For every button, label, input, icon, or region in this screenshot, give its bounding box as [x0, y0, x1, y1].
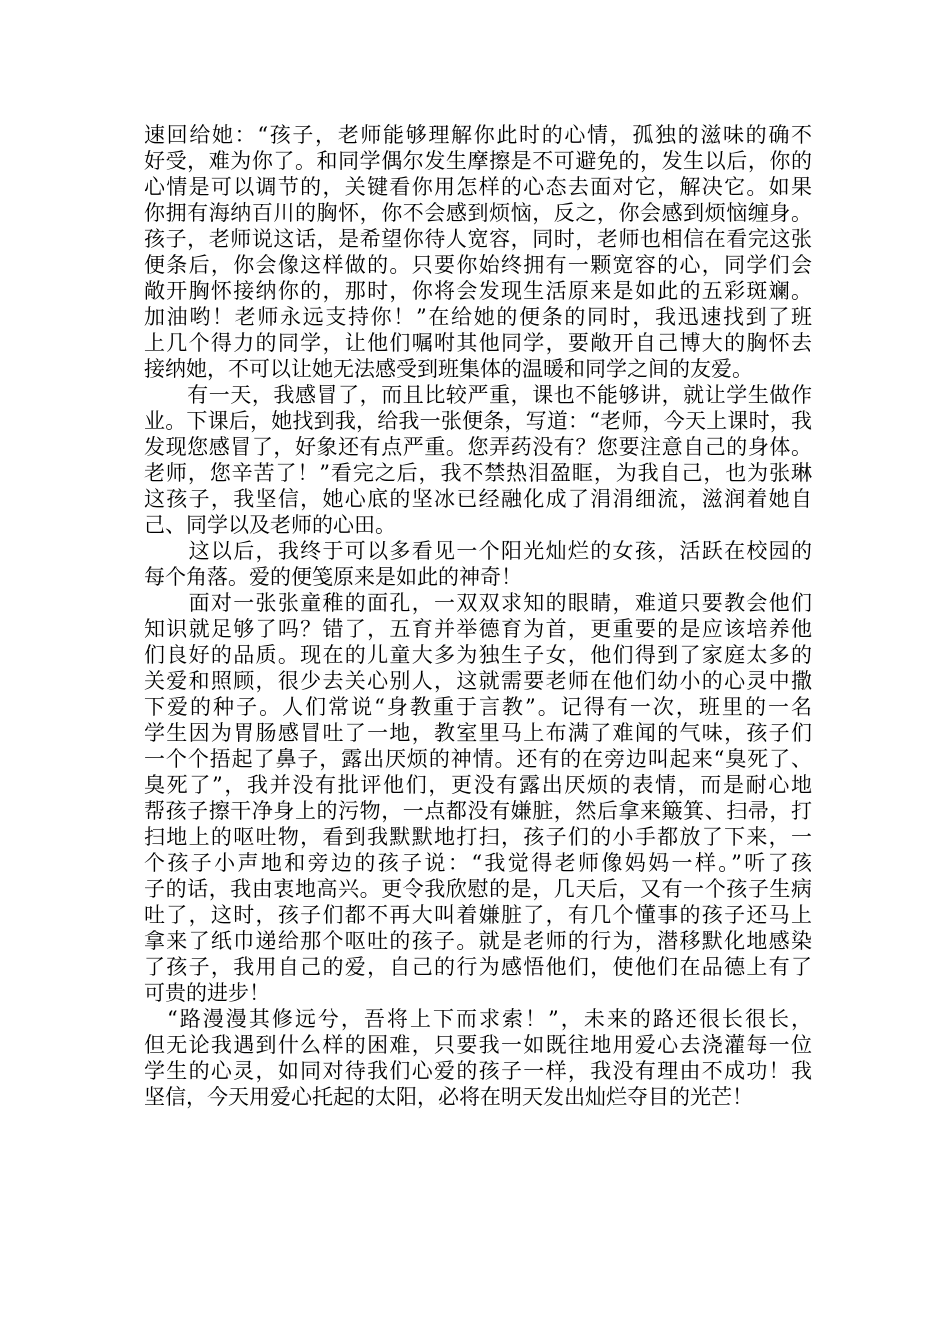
text-line: 学生因为胃肠感冒吐了一地，教室里马上布满了难闻的气味，孩子们	[144, 721, 812, 745]
text-line: 了孩子，我用自己的爱，自己的行为感悟他们，使他们在品德上有了	[144, 955, 812, 979]
text-line: 上几个得力的同学，让他们嘱咐其他同学，要敞开自己博大的胸怀去	[144, 331, 812, 355]
text-line: 臭死了”，我并没有批评他们，更没有露出厌烦的表情，而是耐心地	[144, 773, 812, 797]
text-line: 孩子，老师说这话，是希望你待人宽容，同时，老师也相信在看完这张	[144, 227, 812, 251]
text-line: “路漫漫其修远兮，吾将上下而求索！”，未来的路还很长很长，	[144, 1007, 812, 1031]
text-line: 有一天，我感冒了，而且比较严重，课也不能够讲，就让学生做作	[144, 383, 812, 407]
text-line: 心情是可以调节的，关键看你用怎样的心态去面对它，解决它。如果	[144, 175, 812, 199]
text-line: 便条后，你会像这样做的。只要你始终拥有一颗宽容的心，同学们会	[144, 253, 812, 277]
text-line: 知识就足够了吗？错了，五育并举德育为首，更重要的是应该培养他	[144, 617, 812, 641]
text-line: 接纳她，不可以让她无法感受到班集体的温暖和同学之间的友爱。	[144, 357, 753, 381]
text-line: 己、同学以及老师的心田。	[144, 513, 396, 537]
text-line: 敞开胸怀接纳你的，那时，你将会发现生活原来是如此的五彩斑斓。	[144, 279, 812, 303]
text-line: 个孩子小声地和旁边的孩子说：“我觉得老师像妈妈一样。”听了孩	[144, 851, 812, 875]
text-line: 子的话，我由衷地高兴。更令我欣慰的是，几天后，又有一个孩子生病	[144, 877, 812, 901]
text-line: 这以后，我终于可以多看见一个阳光灿烂的女孩，活跃在校园的	[144, 539, 812, 563]
text-line: 速回给她：“孩子，老师能够理解你此时的心情，孤独的滋味的确不	[144, 123, 812, 147]
text-line: 帮孩子擦干净身上的污物，一点都没有嫌脏，然后拿来簸箕、扫帚，打	[144, 799, 812, 823]
text-line: 可贵的进步！	[144, 981, 270, 1005]
text-line: 这孩子，我坚信，她心底的坚冰已经融化成了涓涓细流，滋润着她自	[144, 487, 812, 511]
text-line: 好受，难为你了。和同学偶尔发生摩擦是不可避免的，发生以后，你的	[144, 149, 812, 173]
text-line: 你拥有海纳百川的胸怀，你不会感到烦恼，反之，你会感到烦恼缠身。	[144, 201, 812, 225]
text-line: 但无论我遇到什么样的困难，只要我一如既往地用爱心去浇灌每一位	[144, 1033, 812, 1057]
body-text	[144, 122, 812, 1110]
text-line: 关爱和照顾，很少去关心别人，这就需要老师在他们幼小的心灵中撒	[144, 669, 812, 693]
text-line: 们良好的品质。现在的儿童大多为独生子女，他们得到了家庭太多的	[144, 643, 812, 667]
text-line: 坚信，今天用爱心托起的太阳，必将在明天发出灿烂夺目的光芒！	[144, 1085, 753, 1109]
text-line: 扫地上的呕吐物，看到我默默地打扫，孩子们的小手都放了下来，一	[144, 825, 812, 849]
text-line: 业。下课后，她找到我，给我一张便条，写道：“老师，今天上课时，我	[144, 409, 812, 433]
text-line: 面对一张张童稚的面孔，一双双求知的眼睛，难道只要教会他们	[144, 591, 812, 615]
text-line: 下爱的种子。人们常说“身教重于言教”。记得有一次，班里的一名	[144, 695, 812, 719]
text-line: 加油哟！老师永远支持你！”在给她的便条的同时，我迅速找到了班	[144, 305, 812, 329]
text-line: 一个个捂起了鼻子，露出厌烦的神情。还有的在旁边叫起来“臭死了、	[144, 747, 812, 771]
text-line: 老师，您辛苦了！”看完之后，我不禁热泪盈眶，为我自己，也为张琳	[144, 461, 812, 485]
text-line: 吐了，这时，孩子们都不再大叫着嫌脏了，有几个懂事的孩子还马上	[144, 903, 812, 927]
text-line: 发现您感冒了，好象还有点严重。您弄药没有？您要注意自己的身体。	[144, 435, 812, 459]
text-line: 每个角落。爱的便笺原来是如此的神奇！	[144, 565, 522, 589]
text-line: 学生的心灵，如同对待我们心爱的孩子一样，我没有理由不成功！我	[144, 1059, 812, 1083]
text-line: 拿来了纸巾递给那个呕吐的孩子。就是老师的行为，潜移默化地感染	[144, 929, 812, 953]
